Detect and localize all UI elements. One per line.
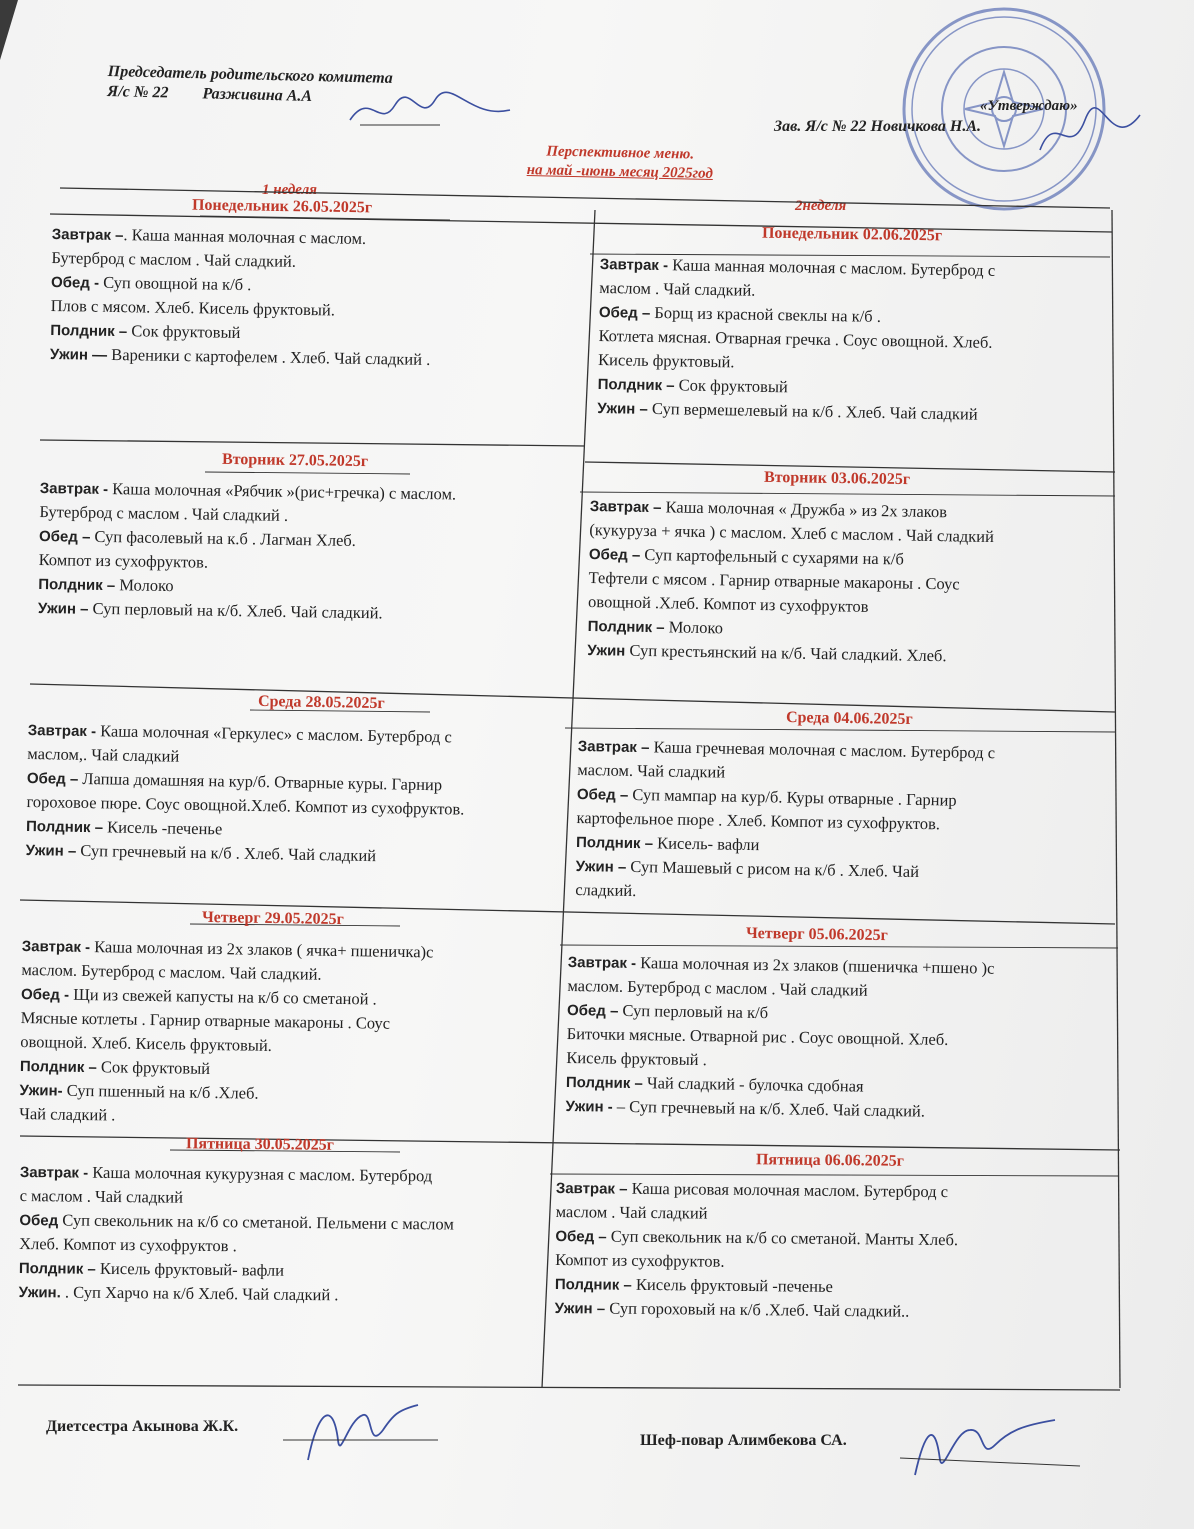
- meal-text: Вареники с картофелем . Хлеб. Чай сладкий .: [106, 344, 431, 369]
- meal-text: Бутерброд с маслом . Чай сладкий.: [51, 247, 297, 271]
- meal-label: Ужин: [587, 641, 626, 660]
- meal-label: Обед –: [588, 545, 641, 564]
- approve-label: «Утверждаю»: [980, 98, 1078, 114]
- meal-text: Суп перловый на к/б: [618, 1000, 769, 1023]
- meal-text: овощной .Хлеб. Компот из сухофруктов: [587, 591, 869, 616]
- committee-signature: [340, 80, 520, 140]
- meal-cell-w1-wed: [25, 718, 465, 870]
- committee-org: Я/с № 22: [107, 82, 169, 102]
- meal-label: Полдник –: [565, 1073, 643, 1093]
- meal-label: Обед –: [576, 785, 629, 804]
- meal-text: Сок фруктовый: [127, 321, 241, 342]
- meal-text: Компот из сухофруктов.: [38, 549, 209, 572]
- meal-label: Полдник –: [25, 817, 104, 837]
- meal-label: Завтрак -: [21, 937, 91, 957]
- meal-text: Компот из сухофруктов.: [555, 1249, 725, 1271]
- day-title-w1-fri: Пятница 30.05.2025г: [185, 1135, 334, 1154]
- meal-text: Суп фасолевый на к.б . Лагман Хлеб.: [90, 526, 357, 550]
- meal-text: маслом. Бутерброд с маслом . Чай сладкий: [567, 975, 868, 1000]
- meal-cell-w1-tue: [38, 476, 457, 627]
- meal-text: Суп гороховый на к/б .Хлеб. Чай сладкий..: [605, 1298, 910, 1321]
- meal-label: Ужин-: [19, 1081, 63, 1100]
- meal-text: Каша молочная «Геркулес» с маслом. Бутерброд с: [95, 721, 453, 747]
- committee-title: Председатель родительского комитета: [107, 62, 393, 87]
- approve-head: Зав. Я/с № 22 Новичкова Н.А.: [774, 118, 982, 135]
- day-title-w2-tue: Вторник 03.06.2025г: [763, 468, 911, 489]
- meal-text: Биточки мясные. Отварной рис . Соус овощной. Хлеб.: [566, 1023, 949, 1049]
- meal-text: Суп перловый на к/б. Хлеб. Чай сладкий.: [88, 598, 383, 623]
- meal-label: Ужин -: [565, 1097, 613, 1116]
- meal-label: Обед -: [20, 985, 70, 1004]
- meal-text: сладкий.: [575, 879, 637, 901]
- meal-label: Обед -: [50, 273, 100, 292]
- meal-text: Щи из свежей капусты на к/б со сметаной .: [68, 984, 377, 1009]
- meal-text: Каша молочная из 2х злаков ( ячка+ пшеничка)с: [89, 937, 434, 962]
- meal-text: Сок фруктовый: [674, 375, 789, 397]
- meal-label: Завтрак -: [39, 479, 109, 499]
- meal-text: (кукуруза + ячка ) с маслом. Хлеб с маслом . Чай сладкий: [589, 519, 995, 547]
- day-title-w2-mon: Понедельник 02.06.2025г: [761, 224, 943, 245]
- meal-text: Тефтели с мясом . Гарнир отварные макароны . Соус: [588, 567, 960, 594]
- meal-text: Каша молочная « Дружба » из 2х злаков: [661, 497, 948, 522]
- meal-text: Каша молочная из 2х злаков (пшеничка +пшено )с: [635, 953, 995, 978]
- day-title-w1-tue: Вторник 27.05.2025г: [221, 450, 369, 471]
- meal-text: Лапша домашняя на кур/б. Отварные куры. Гарнир: [78, 768, 443, 795]
- meal-cell-w1-mon: [50, 222, 433, 372]
- day-title-w1-mon: Понедельник 26.05.2025г: [191, 196, 373, 217]
- meal-text: Суп свекольник на к/б со сметаной. Пельмени с маслом: [58, 1210, 454, 1234]
- meal-text: Кисель фруктовый.: [597, 349, 735, 372]
- meal-text: Каша молочная «Рябчик »(рис+гречка) с маслом.: [107, 479, 457, 504]
- meal-label: Полдник –: [50, 321, 128, 341]
- meal-label: Обед –: [555, 1227, 607, 1246]
- meal-label: Ужин –: [597, 399, 648, 418]
- meal-text: Молоко: [115, 575, 174, 596]
- committee-name: Разживина А.А: [202, 85, 313, 105]
- meal-text: Суп картофельный с сухарями на к/б: [640, 544, 905, 569]
- day-title-w1-wed: Среда 28.05.2025г: [257, 692, 385, 713]
- head-signature: [1030, 100, 1150, 170]
- menu-period: на май -июнь месяц 2025год: [526, 162, 714, 182]
- meal-text: Борщ из красной свеклы на к/б .: [650, 302, 882, 326]
- meal-label: Завтрак -: [27, 721, 97, 741]
- meal-line: [18, 1280, 453, 1309]
- meal-label: Ужин –: [37, 599, 89, 618]
- meal-text: Суп мампар на кур/б. Куры отварные . Гарнир: [628, 784, 957, 810]
- meal-text: Кисель фруктовый .: [566, 1047, 707, 1070]
- meal-label: Завтрак –: [555, 1179, 628, 1198]
- meal-text: – Суп гречневый на к/б. Хлеб. Чай сладкий.: [612, 1096, 926, 1121]
- meal-label: Ужин –: [25, 841, 77, 860]
- meal-text: Кисель фруктовый -печенье: [631, 1274, 833, 1296]
- meal-label: Полдник –: [18, 1259, 96, 1278]
- meal-text: с маслом . Чай сладкий: [19, 1185, 184, 1207]
- meal-cell-w2-wed: [575, 734, 995, 909]
- menu-title: Перспективное меню.: [546, 143, 695, 163]
- meal-text: Сок фруктовый: [96, 1057, 211, 1078]
- meal-cell-w2-thu: [565, 950, 994, 1125]
- meal-cell-w2-tue: [587, 494, 994, 669]
- meal-label: Обед –: [598, 303, 651, 322]
- day-title-w2-thu: Четверг 05.06.2025г: [745, 924, 889, 945]
- meal-label: Полдник –: [19, 1057, 97, 1077]
- meal-text: Кисель -печенье: [102, 817, 223, 839]
- meal-text: маслом. Бутерброд с маслом. Чай сладкий.: [21, 959, 322, 984]
- meal-text: Молоко: [664, 617, 724, 638]
- week-1-label: 1 неделя: [262, 182, 318, 198]
- meal-text: Каша гречневая молочная с маслом. Бутерброд с: [649, 737, 996, 763]
- meal-text: Кисель- вафли: [652, 833, 760, 855]
- meal-label: Завтрак –: [589, 497, 662, 517]
- meal-label: Ужин.: [18, 1283, 61, 1302]
- meal-text: Каша молочная кукурузная с маслом. Бутерброд: [88, 1162, 433, 1186]
- meal-text: . Каша манная молочная с маслом.: [123, 225, 367, 248]
- meal-text: Бутерброд с маслом . Чай сладкий .: [39, 501, 289, 525]
- meal-line: [554, 1296, 957, 1324]
- week-2-label: 2неделя: [795, 198, 847, 214]
- meal-text: Чай сладкий .: [19, 1103, 116, 1125]
- meal-label: Обед –: [38, 527, 91, 546]
- meal-text: маслом . Чай сладкий.: [599, 277, 756, 300]
- meal-text: маслом,. Чай сладкий: [27, 743, 180, 766]
- meal-text: Хлеб. Компот из сухофруктов .: [19, 1233, 237, 1256]
- chef-signature: [895, 1400, 1085, 1490]
- meal-label: Полдник –: [587, 617, 665, 637]
- meal-text: Чай сладкий - булочка сдобная: [642, 1073, 864, 1096]
- meal-label: Завтрак -: [599, 255, 669, 275]
- meal-text: Каша манная молочная с маслом. Бутерброд с: [667, 255, 996, 280]
- meal-text: маслом . Чай сладкий: [555, 1201, 708, 1223]
- meal-label: Полдник –: [597, 375, 675, 395]
- day-title-w1-thu: Четверг 29.05.2025г: [201, 908, 345, 929]
- meal-text: Суп вермешелевый на к/б . Хлеб. Чай сладкий: [647, 398, 978, 424]
- meal-text: . Суп Харчо на к/б Хлеб. Чай сладкий .: [60, 1282, 339, 1305]
- meal-label: Завтрак -: [19, 1163, 89, 1182]
- meal-text: Суп пшенный на к/б .Хлеб.: [62, 1080, 259, 1103]
- meal-text: Суп крестьянский на к/б. Чай сладкий. Хлеб.: [625, 640, 947, 666]
- meal-label: Ужин —: [49, 345, 108, 364]
- meal-text: Кисель фруктовый- вафли: [95, 1258, 285, 1280]
- meal-label: Обед –: [566, 1001, 619, 1020]
- meal-label: Ужин –: [575, 857, 627, 876]
- meal-text: Суп гречневый на к/б . Хлеб. Чай сладкий: [76, 840, 377, 866]
- meal-text: Суп свекольник на к/б со сметаной. Манты Хлеб.: [606, 1226, 959, 1250]
- meal-text: картофельное пюре . Хлеб. Компот из сухофруктов.: [576, 807, 941, 834]
- meal-text: овощной. Хлеб. Кисель фруктовый.: [20, 1031, 273, 1055]
- day-title-w2-fri: Пятница 06.06.2025г: [755, 1151, 904, 1170]
- meal-text: Мясные котлеты . Гарнир отварные макароны . Соус: [20, 1007, 391, 1033]
- meal-label: Полдник –: [38, 575, 116, 595]
- meal-text: Каша рисовая молочная маслом. Бутерброд с: [627, 1178, 949, 1202]
- meal-cell-w2-fri: [554, 1176, 958, 1324]
- meal-text: Плов с мясом. Хлеб. Кисель фруктовый.: [50, 295, 336, 320]
- meal-label: Обед –: [26, 769, 79, 788]
- meal-text: маслом. Чай сладкий: [577, 759, 726, 782]
- day-title-w2-wed: Среда 04.06.2025г: [785, 709, 913, 728]
- dietitian-signoff: Диетсестра Акынова Ж.К.: [46, 1418, 239, 1435]
- meal-label: Ужин –: [554, 1299, 606, 1318]
- meal-text: Котлета мясная. Отварная гречка . Соус овощной. Хлеб.: [598, 325, 993, 352]
- dietitian-signature: [278, 1390, 448, 1480]
- meal-label: Завтрак -: [567, 953, 637, 973]
- meal-cell-w1-thu: [19, 934, 434, 1132]
- meal-text: гороховое пюре. Соус овощной.Хлеб. Компот из сухофруктов.: [26, 791, 465, 819]
- meal-cell-w1-fri: [18, 1160, 454, 1309]
- meal-label: Обед: [19, 1211, 59, 1230]
- meal-text: Суп овощной на к/б .: [98, 272, 252, 295]
- meal-label: Завтрак –: [51, 225, 124, 245]
- chef-signoff: Шеф-повар Алимбекова СА.: [640, 1432, 847, 1449]
- meal-label: Завтрак –: [577, 737, 650, 757]
- meal-cell-w2-mon: [597, 252, 995, 427]
- meal-label: Полдник –: [575, 833, 654, 853]
- meal-text: Суп Машевый с рисом на к/б . Хлеб. Чай: [626, 856, 920, 881]
- meal-label: Полдник –: [554, 1275, 632, 1294]
